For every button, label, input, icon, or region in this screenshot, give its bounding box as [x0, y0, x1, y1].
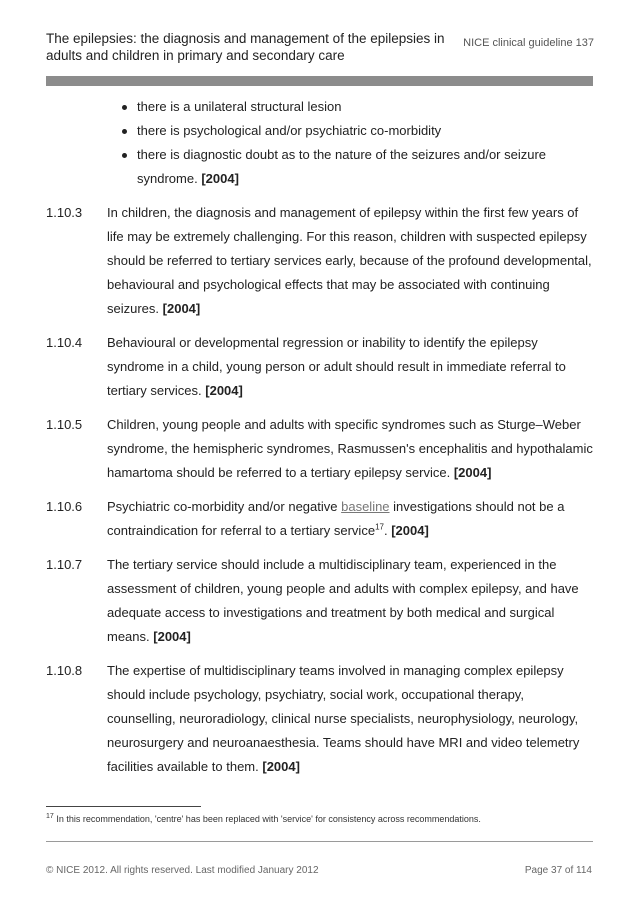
recommendation-1-10-7 — [46, 553, 594, 649]
footnote — [46, 814, 481, 824]
recommendation-text: The expertise of multidisciplinary teams involved in managing complex epilepsy should include psychology, psychiatry, social work, occupational therapy, counselling, neuroradiology, clinical nurse specialists, neurophysiology, neurology, neurosurgery and neuroanaesthesia. Teams should have MRI and video telemetry facilities available to them. — [107, 663, 580, 774]
recommendation-1-10-3 — [46, 201, 594, 321]
guideline-label: NICE clinical guideline 137 — [463, 37, 594, 49]
recommendation-1-10-5 — [46, 413, 594, 485]
page-header — [46, 30, 594, 64]
recommendation-1-10-4 — [46, 331, 594, 403]
bullet-text: there is a unilateral structural lesion — [137, 99, 342, 114]
page-content — [46, 95, 594, 779]
year-tag: [2004] — [205, 383, 243, 398]
recommendation-number: 1.10.3 — [46, 205, 83, 220]
header-bar — [46, 76, 593, 86]
footnote-divider — [46, 806, 201, 807]
recommendation-1-10-8 — [46, 659, 594, 779]
recommendation-number: 1.10.4 — [46, 335, 83, 350]
bullet-text: there is diagnostic doubt as to the nature of the seizures and/or seizure syndrome. — [137, 147, 547, 186]
bullet-icon — [122, 153, 127, 158]
year-tag: [2004] — [453, 465, 492, 480]
year-tag: [2004] — [201, 171, 239, 186]
bullet-icon — [122, 105, 127, 110]
list-item — [122, 119, 594, 143]
list-item — [122, 143, 594, 191]
recommendation-number: 1.10.6 — [46, 499, 83, 514]
footer-divider — [46, 841, 593, 842]
sentence-period: . — [383, 523, 388, 538]
bullet-list — [46, 95, 594, 191]
baseline-link[interactable]: baseline — [341, 499, 390, 514]
bullet-text: there is psychological and/or psychiatric co-morbidity — [137, 123, 442, 138]
recommendation-text: The tertiary service should include a multidisciplinary team, experienced in the assessment of children, young people and adults with complex epilepsy, and have adequate access to investigations and treatment by both medical and surgical means. — [107, 557, 579, 644]
year-tag: [2004] — [153, 629, 191, 644]
bullet-icon — [122, 129, 127, 134]
document-title: The epilepsies: the diagnosis and management of the epilepsies in adults and children in primary and secondary care — [46, 31, 445, 63]
footnote-text: In this recommendation, 'centre' has been replaced with 'service' for consistency across recommendations. — [56, 814, 481, 824]
year-tag: [2004] — [391, 523, 429, 538]
footnote-number: 17 — [46, 813, 54, 820]
recommendation-text: In children, the diagnosis and management of epilepsy within the first few years of life may be extremely challenging. For this reason, children with suspected epilepsy should be referred to tertiary services early, because of the profound developmental, behavioural and psychological effects that may be associated with continuing seizures. — [107, 205, 592, 316]
year-tag: [2004] — [162, 301, 201, 316]
copyright-notice: © NICE 2012. All rights reserved. Last modified January 2012 — [46, 865, 319, 876]
recommendation-number: 1.10.7 — [46, 557, 83, 572]
footnote-ref[interactable]: 17 — [375, 522, 384, 532]
recommendation-1-10-6 — [46, 495, 594, 543]
recommendation-number: 1.10.5 — [46, 417, 83, 432]
year-tag: [2004] — [262, 759, 300, 774]
recommendation-text-continued: investigations should not be a contraindication for referral to a tertiary service — [107, 499, 565, 538]
list-item — [122, 95, 594, 119]
recommendation-text: Psychiatric co-morbidity and/or negative — [107, 499, 342, 514]
page-number: Page 37 of 114 — [524, 865, 592, 876]
recommendation-text: Behavioural or developmental regression or inability to identify the epilepsy syndrome in a child, young person or adult should result in immediate referral to tertiary services. — [107, 335, 566, 398]
recommendation-text: Children, young people and adults with specific syndromes such as Sturge–Weber syndrome, the hemispheric syndromes, Rasmussen's encephalitis and hypothalamic hamartoma should be referred to a tertiary epilepsy service. — [107, 417, 593, 480]
recommendation-number: 1.10.8 — [46, 663, 83, 678]
